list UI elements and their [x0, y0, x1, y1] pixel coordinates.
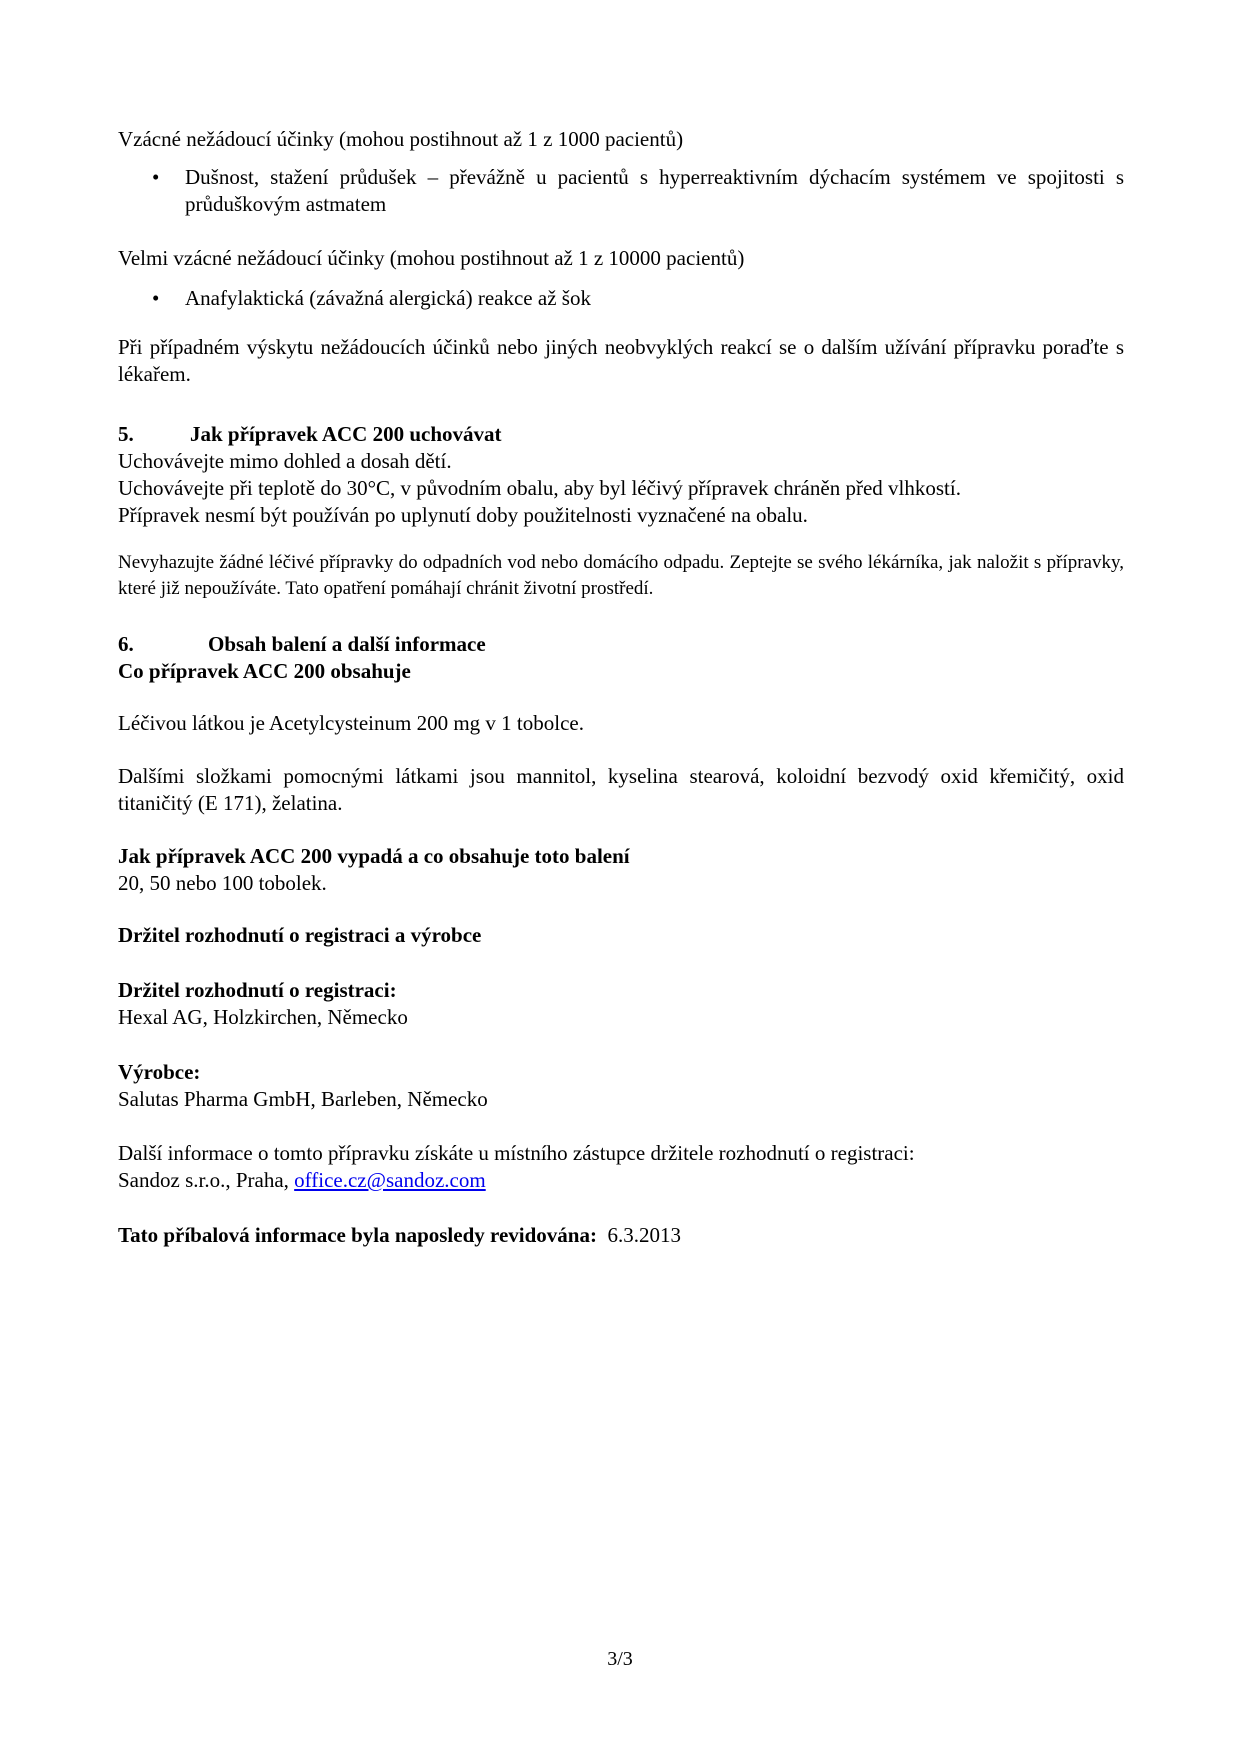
list-item-text: Dušnost, stažení průdušek – převážně u pacientů s hyperreaktivním dýchacím systémem ve spojitosti s průduškovým astmatem	[185, 165, 1124, 216]
rare-effects-list	[118, 164, 1124, 218]
holder-manufacturer-heading: Držitel rozhodnutí o registraci a výrobce	[118, 923, 482, 947]
page-content	[118, 126, 1124, 1249]
holder-value: Hexal AG, Holzkirchen, Německo	[118, 1005, 408, 1029]
section-6-number: 6.	[118, 632, 134, 656]
bullet-icon: •	[152, 165, 160, 189]
section-5-heading	[118, 421, 1124, 448]
storage-line-expiry: Přípravek nesmí být používán po uplynutí doby použitelnosti vyznačené na obalu.	[118, 503, 808, 527]
storage-line-children: Uchovávejte mimo dohled a dosah dětí.	[118, 449, 452, 473]
local-rep-intro: Další informace o tomto přípravku získáte u místního zástupce držitele rozhodnutí o registraci:	[118, 1141, 915, 1165]
composition-heading: Co přípravek ACC 200 obsahuje	[118, 659, 411, 683]
doctor-advice-paragraph: Při případném výskytu nežádoucích účinků nebo jiných neobvyklých reakcí se o dalším užívání přípravku poraďte s lékařem.	[118, 335, 1124, 386]
list-item	[118, 285, 1124, 312]
holder-label: Držitel rozhodnutí o registraci:	[118, 978, 397, 1002]
revision-date: 6.3.2013	[607, 1223, 681, 1247]
very-rare-effects-list	[118, 285, 1124, 312]
list-item-text: Anafylaktická (závažná alergická) reakce až šok	[185, 286, 591, 310]
section-6-title: Obsah balení a další informace	[208, 632, 486, 656]
local-rep-name: Sandoz s.r.o., Praha,	[118, 1168, 295, 1192]
section-5-number: 5.	[118, 422, 134, 446]
appearance-heading: Jak přípravek ACC 200 vypadá a co obsahuje toto balení	[118, 844, 630, 868]
manufacturer-value: Salutas Pharma GmbH, Barleben, Německo	[118, 1087, 488, 1111]
revision-line	[118, 1222, 1124, 1249]
section-6-heading	[118, 631, 1124, 658]
email-link[interactable]: office.cz@sandoz.com	[294, 1168, 486, 1192]
rare-effects-title: Vzácné nežádoucí účinky (mohou postihnout až 1 z 1000 pacientů)	[118, 127, 684, 151]
very-rare-effects-title: Velmi vzácné nežádoucí účinky (mohou postihnout až 1 z 10000 pacientů)	[118, 246, 745, 270]
list-item	[118, 164, 1124, 218]
bullet-icon: •	[152, 286, 160, 310]
storage-line-temperature: Uchovávejte při teplotě do 30°C, v původním obalu, aby byl léčivý přípravek chráněn před vlhkostí.	[118, 476, 961, 500]
revision-label: Tato příbalová informace byla naposledy revidována:	[118, 1223, 597, 1247]
pack-sizes-paragraph: 20, 50 nebo 100 tobolek.	[118, 871, 327, 895]
disposal-note-paragraph: Nevyhazujte žádné léčivé přípravky do odpadních vod nebo domácího odpadu. Zeptejte se svého lékárníka, jak naložit s přípravky, které již nepoužíváte. Tato opatření pomáhají chránit životní prostředí.	[118, 552, 1124, 599]
active-substance-paragraph: Léčivou látkou je Acetylcysteinum 200 mg v 1 tobolce.	[118, 711, 584, 735]
page-number-indicator: 3/3	[607, 1648, 633, 1670]
section-5-title: Jak přípravek ACC 200 uchovávat	[190, 422, 502, 446]
manufacturer-label: Výrobce:	[118, 1060, 201, 1084]
local-rep-contact-line	[118, 1167, 1124, 1194]
excipients-paragraph: Dalšími složkami pomocnými látkami jsou mannitol, kyselina stearová, koloidní bezvodý oxid křemičitý, oxid titaničitý (E 171), želatina.	[118, 764, 1124, 815]
